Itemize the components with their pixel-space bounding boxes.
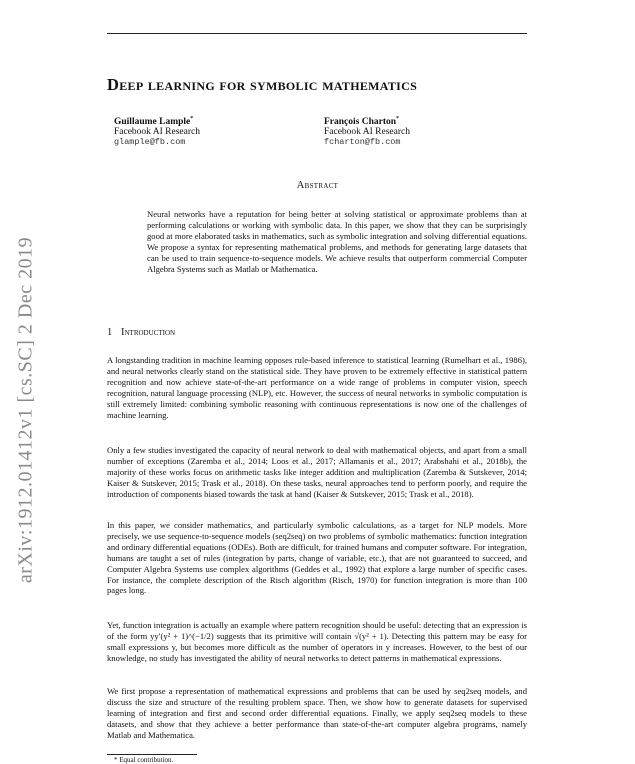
author-block-1 [114,116,200,147]
paragraph-3: In this paper, we consider mathematics, and particularly symbolic calculations, as a target for NLP models. More precisely, we use sequence-to-sequence models (seq2seq) on two problems of symbolic mathematics: function integration and ordinary differential equations (ODEs). Both are difficult, for trained humans and computer software. For integration, humans are taught a set of rules (integration by parts, change of variable, etc.), that are not guaranteed to succeed, and Computer Algebra Systems use complex algorithms (Geddes et al., 1992) that explore a large number of specific cases. For instance, the complete description of the Risch algorithm (Risch, 1970) for function integration is more than 100 pages long. [107,520,527,596]
section-title: Introduction [121,327,176,338]
author-affiliation: Facebook AI Research [324,127,410,138]
abstract-heading: Abstract [296,180,339,191]
footnote: * Equal contribution. [114,756,174,764]
top-rule [107,33,527,34]
paragraph-5: We first propose a representation of mathematical expressions and problems that can be used by seq2seq models, and discuss the size and structure of the resulting problem space. Then, we show how to generate datasets for supervised learning of integration and first and second order differential equations. Finally, we apply seq2seq models to these datasets, and show that they achieve a better performance than state-of-the-art computer algebra programs, namely Matlab and Mathematica. [107,686,527,740]
author-name: François Charton [324,117,397,128]
author-mark: * [190,116,194,122]
section-heading [107,327,175,338]
paper-title: Deep learning for symbolic mathematics [107,75,418,94]
abstract-text: Neural networks have a reputation for being better at solving statistical or approximate problems than at performing calculations or working with symbolic data. In this paper, we show that they can be surprisingly good at more elaborated tasks in mathematics, such as symbolic integration and solving differential equations. We propose a syntax for representing mathematical problems, and methods for generating large datasets that can be used to train sequence-to-sequence models. We achieve results that outperform commercial Computer Algebra Systems such as Matlab or Mathematica. [147,209,527,274]
author-name: Guillaume Lample [114,117,191,128]
paragraph-2: Only a few studies investigated the capacity of neural network to deal with mathematical objects, and apart from a small number of exceptions (Zaremba et al., 2014; Loos et al., 2017; Allamanis et al., 2017; Arabshahi et al., 2018b), the majority of these works focus on arithmetic tasks like integer addition and multiplication (Zaremba & Sutskever, 2014; Kaiser & Sutskever, 2015; Trask et al., 2018). On these tasks, neural approaches tend to perform poorly, and require the introduction of components biased towards the task at hand (Kaiser & Sutskever, 2015; Trask et al., 2018). [107,445,527,499]
author-email[interactable]: fcharton@fb.com [324,137,401,148]
author-block-2 [324,116,410,147]
author-affiliation: Facebook AI Research [114,127,200,138]
paragraph-1: A longstanding tradition in machine learning opposes rule-based inference to statistical learning (Rumelhart et al., 1986), and neural networks clearly stand on the statistical side. They have proven to be extremely effective in statistical pattern recognition and now achieve state-of-the-art performance on a wide range of problems in computer vision, speech recognition, natural language processing (NLP), etc. However, the success of neural networks in symbolic computation is still extremely limited: combining symbolic reasoning with continuous representations is now one of the challenges of machine learning. [107,355,527,420]
paragraph-4: Yet, function integration is actually an example where pattern recognition should be useful: detecting that an expression is of the form yy′(y² + 1)^(−1/2) suggests that its primitive will contain √(y² + 1). Detecting this pattern may be easy for small expressions y, but becomes more difficult as the number of operators in y increases. However, to the best of our knowledge, no study has investigated the ability of neural networks to detect patterns in mathematical expressions. [107,620,527,663]
author-email[interactable]: glample@fb.com [114,137,186,148]
arxiv-id: arXiv:1912.01412v1 [cs.SC] 2 Dec 2019 [14,236,37,584]
arxiv-sidebar-stamp [6,220,46,600]
footnote-rule [107,754,197,755]
section-number: 1 [107,327,113,338]
author-mark: * [396,116,400,122]
